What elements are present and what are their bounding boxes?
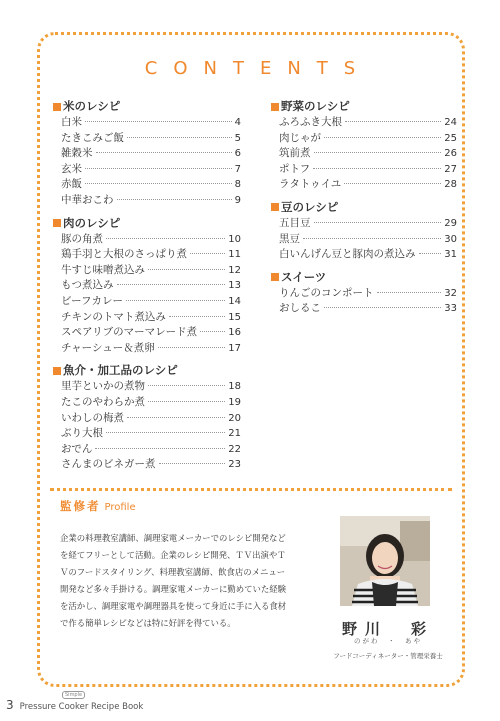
dot-leader [419, 253, 442, 254]
dot-leader [96, 152, 232, 153]
entry-title: ぶり大根 [61, 427, 103, 440]
toc-entry[interactable] [279, 115, 457, 131]
section-heading [53, 98, 241, 115]
profile-line: 企業の料理教室講師、調理家電メーカーでのレシピ開発など [60, 533, 286, 543]
entry-page-number: 33 [444, 303, 457, 315]
entry-title: 雑穀米 [61, 147, 93, 160]
entry-title: 中華おこわ [61, 193, 114, 206]
toc-entry[interactable] [61, 278, 241, 294]
entry-page-number: 32 [444, 287, 457, 299]
toc-entry[interactable] [279, 232, 457, 248]
toc-section [53, 98, 241, 209]
dot-leader [85, 121, 232, 122]
toc-entry[interactable] [279, 286, 457, 302]
square-bullet-icon [271, 203, 279, 211]
entry-page-number: 27 [444, 163, 457, 175]
dot-leader [127, 137, 232, 138]
entry-title: 鶏手羽と大根のさっぱり煮 [61, 248, 187, 261]
entry-title: 肉じゃが [279, 131, 321, 144]
entry-title: 筑前煮 [279, 147, 311, 160]
toc-entry[interactable] [61, 146, 241, 162]
toc-section [53, 215, 241, 357]
square-bullet-icon [53, 219, 61, 227]
toc-entry[interactable] [61, 457, 241, 473]
toc-entry[interactable] [61, 411, 241, 427]
toc-entry[interactable] [61, 131, 241, 147]
entry-title: いわしの梅煮 [61, 411, 124, 424]
toc-entry[interactable] [61, 115, 241, 131]
entry-title: チキンのトマト煮込み [61, 310, 166, 323]
entry-title: もつ煮込み [61, 279, 114, 292]
entry-title: 白米 [61, 116, 82, 128]
dot-leader [106, 238, 225, 239]
toc-entry[interactable] [279, 301, 457, 317]
page-footer [6, 692, 144, 712]
entry-title: おしるこ [279, 302, 321, 315]
dot-leader [126, 300, 225, 301]
entry-page-number: 13 [228, 280, 241, 292]
entry-page-number: 7 [234, 163, 241, 175]
profile-text [60, 530, 322, 632]
toc-entry[interactable] [279, 177, 457, 193]
entry-page-number: 16 [228, 327, 241, 339]
toc-entry[interactable] [279, 146, 457, 162]
toc-left-column [53, 98, 241, 479]
entry-page-number: 12 [228, 264, 241, 276]
section-heading [53, 215, 241, 232]
toc-section [271, 269, 457, 317]
entry-title: りんごのコンポート [279, 286, 374, 299]
entry-page-number: 31 [444, 249, 457, 261]
entry-page-number: 26 [444, 148, 457, 160]
entry-page-number: 22 [228, 443, 241, 455]
author-photo [340, 516, 430, 606]
square-bullet-icon [271, 273, 279, 281]
entry-title: 里芋といかの煮物 [61, 380, 145, 393]
entry-page-number: 28 [444, 179, 457, 191]
entry-title: 赤飯 [61, 178, 82, 191]
entry-page-number: 17 [228, 342, 241, 354]
dot-leader [324, 307, 441, 308]
profile-line: で作る簡単レシピなどは特に好評を得ている。 [60, 618, 236, 628]
toc-entry[interactable] [279, 247, 457, 263]
entry-title: たこのやわらか煮 [61, 395, 145, 408]
toc-entry[interactable] [61, 162, 241, 178]
toc-entry[interactable] [61, 247, 241, 263]
toc-section [271, 98, 457, 193]
entry-page-number: 20 [228, 412, 241, 424]
square-bullet-icon [53, 103, 61, 111]
toc-entry[interactable] [61, 177, 241, 193]
entry-title: 玄米 [61, 162, 82, 175]
section-heading-text: 野菜のレシピ [281, 99, 350, 113]
dot-leader [148, 401, 225, 402]
toc-entry[interactable] [61, 263, 241, 279]
entry-page-number: 21 [228, 428, 241, 440]
section-heading-text: 肉のレシピ [63, 215, 121, 230]
dot-leader [303, 238, 441, 239]
dot-leader [85, 168, 232, 169]
toc-entry[interactable] [61, 232, 241, 248]
entry-page-number: 15 [228, 311, 241, 323]
profile-heading-jp: 監修者 [60, 499, 101, 513]
toc-entry[interactable] [61, 442, 241, 458]
dot-leader [127, 417, 225, 418]
section-heading [271, 98, 457, 115]
entry-page-number: 10 [228, 233, 241, 245]
dot-leader [148, 385, 225, 386]
profile-line: を経てフリーとして活動。企業のレシピ開発、ＴＶ出演やＴ [60, 550, 286, 560]
dot-leader [345, 121, 441, 122]
section-heading-text: スイーツ [281, 269, 327, 284]
entry-page-number: 8 [234, 179, 241, 191]
entry-title: さんまのビネガー煮 [61, 458, 156, 471]
entry-page-number: 30 [444, 233, 457, 245]
dot-leader [314, 152, 442, 153]
dot-leader [314, 222, 442, 223]
contents-title: CONTENTS [144, 58, 372, 79]
profile-line: 開発など多々手掛ける。調理家電メーカーに勤めていた経験 [60, 584, 286, 594]
entry-title: おでん [61, 442, 93, 455]
square-bullet-icon [271, 103, 279, 111]
book-title: Pressure Cooker Recipe Book [19, 702, 144, 712]
frame-divider [50, 488, 452, 491]
toc-entry[interactable] [61, 341, 241, 357]
profile-line: を活かし、調理家電や調理器具を使って身近に手に入る食材 [60, 601, 287, 611]
entry-title: スペアリブのマーマレード煮 [61, 326, 198, 339]
dot-leader [117, 284, 226, 285]
toc-entry[interactable] [61, 379, 241, 395]
dot-leader [200, 331, 225, 332]
toc-entry[interactable] [61, 294, 241, 310]
toc-entry[interactable] [279, 131, 457, 147]
entry-title: ふろふき大根 [279, 116, 342, 128]
section-heading-text: 豆のレシピ [281, 199, 339, 214]
entry-page-number: 19 [228, 396, 241, 408]
toc-entry[interactable] [61, 395, 241, 411]
dot-leader [158, 347, 226, 348]
dot-leader [190, 253, 225, 254]
dot-leader [313, 168, 441, 169]
entry-page-number: 25 [444, 132, 457, 144]
toc-entry[interactable] [61, 325, 241, 341]
entry-title: 黒豆 [279, 232, 300, 245]
dot-leader [95, 448, 225, 449]
toc-entry[interactable] [279, 216, 457, 232]
dot-leader [148, 269, 225, 270]
entry-page-number: 5 [234, 132, 241, 144]
toc-right-column [271, 98, 457, 323]
entry-title: 牛すじ味噌煮込み [61, 263, 145, 276]
entry-title: 豚の角煮 [61, 232, 103, 245]
dot-leader [117, 199, 232, 200]
simple-badge: Simple [62, 691, 85, 699]
entry-title: 白いんげん豆と豚肉の煮込み [279, 248, 416, 261]
entry-page-number: 29 [444, 217, 457, 229]
author-role: フードコーディネーター・管理栄養士 [333, 652, 443, 660]
entry-page-number: 11 [228, 249, 241, 261]
entry-title: たきこみご飯 [61, 131, 124, 144]
profile-line: Ｖのフードスタイリング、料理教室講師、飲食店のメニュー [60, 567, 286, 577]
entry-page-number: 9 [234, 194, 241, 206]
section-heading-text: 魚介・加工品のレシピ [63, 363, 178, 378]
entry-title: ビーフカレー [61, 294, 123, 307]
entry-page-number: 6 [234, 148, 241, 160]
profile-heading-en: Profile [104, 502, 136, 513]
square-bullet-icon [53, 367, 61, 375]
toc-entry[interactable] [61, 426, 241, 442]
page-number: 3 [6, 698, 14, 712]
author-name: 野川 彩 [341, 620, 434, 638]
toc-section [271, 199, 457, 263]
section-heading [53, 362, 241, 379]
dot-leader [344, 183, 441, 184]
section-heading-text: 米のレシピ [63, 99, 121, 113]
entry-title: 五目豆 [279, 216, 311, 229]
entry-page-number: 4 [234, 117, 241, 128]
dot-leader [159, 463, 226, 464]
profile-heading [60, 498, 136, 514]
entry-title: ポトフ [279, 162, 311, 175]
author-kana: のがわ ・ あや [354, 637, 422, 645]
section-heading [271, 269, 457, 286]
dot-leader [324, 137, 441, 138]
entry-title: ラタトゥイユ [279, 178, 342, 191]
entry-page-number: 14 [228, 295, 241, 307]
entry-page-number: 23 [228, 459, 241, 471]
dot-leader [106, 432, 225, 433]
dot-leader [377, 292, 442, 293]
dot-leader [85, 183, 232, 184]
entry-page-number: 18 [228, 381, 241, 393]
toc-entry[interactable] [61, 310, 241, 326]
toc-entry[interactable] [61, 193, 241, 209]
section-heading [271, 199, 457, 216]
entry-title: チャーシュー＆煮卵 [61, 341, 155, 354]
toc-entry[interactable] [279, 162, 457, 178]
dot-leader [169, 316, 225, 317]
toc-section [53, 362, 241, 473]
entry-page-number: 24 [444, 117, 457, 128]
